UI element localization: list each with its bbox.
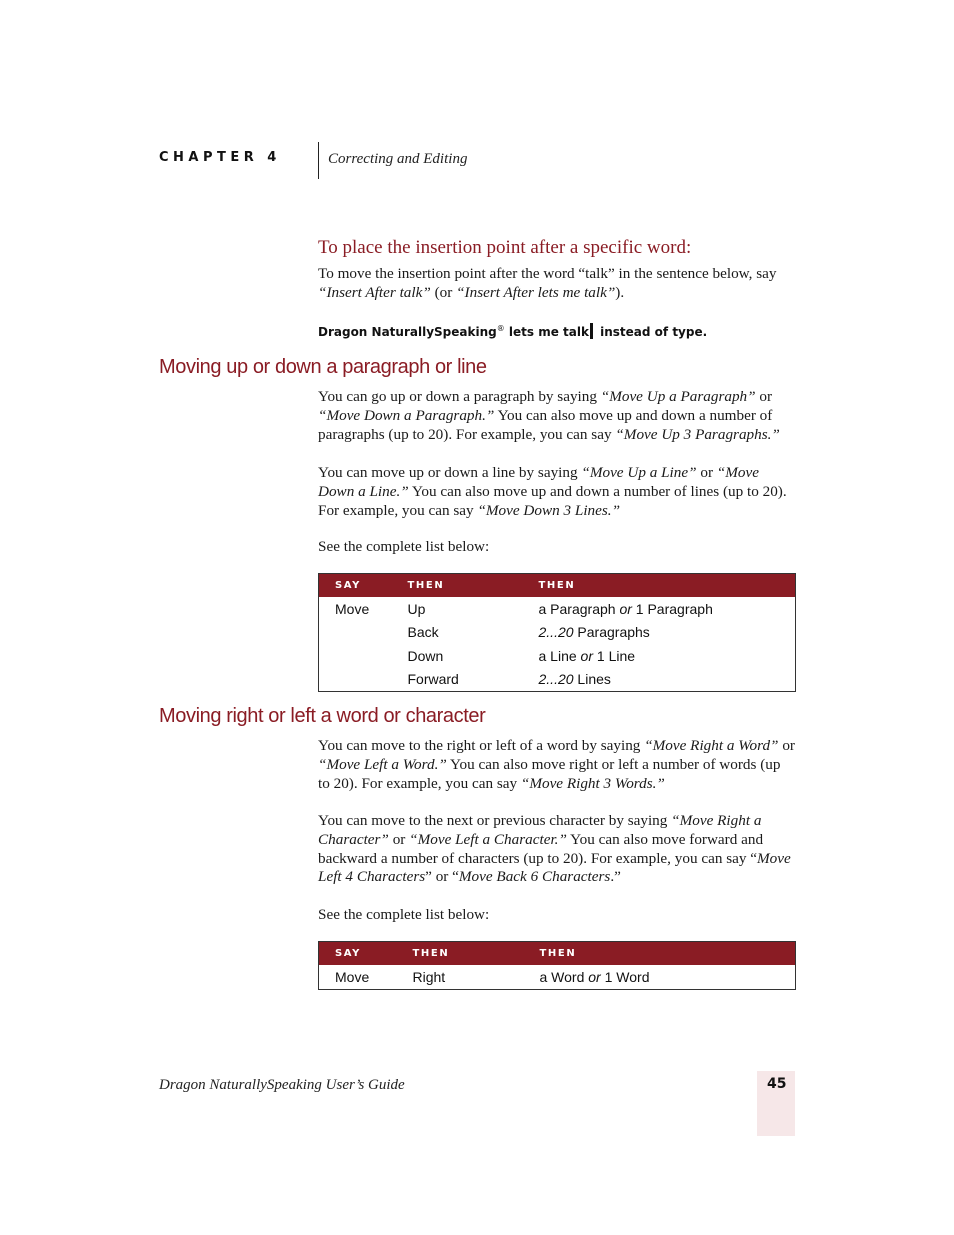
word-body-1: You can move to the right or left of a word by saying “Move Right a Word” or “Move Left a Word.” You can also move right or left a number of words (up to 20). For example, you can say “Move Right 3 Words.” [318,737,795,792]
col-header-then: THEN [413,942,540,966]
table-row: Forward 2...20 Lines [407,671,611,688]
col-header-say: SAY [319,574,408,598]
word-body-2: You can move to the next or previous character by saying “Move Right a Character” or “Move Left a Character.” You can also move forward and backward a number of characters (up to 20). For example, you can say “Move Left 4 Characters” or “Move Back 6 Characters.” [318,812,791,886]
see-list-1: See the complete list below: [318,538,490,555]
procedure-heading: To place the insertion point after a specific word: [318,237,692,258]
table-row: Down a Line or 1 Line [407,647,636,664]
col-header-then: THEN [408,574,539,598]
command-table-word [318,941,796,990]
page-number: 45 [767,1076,787,1092]
paragraph-body-2: You can move up or down a line by saying “Move Up a Line” or “Move Down a Line.” You can also move up and down a number of lines (up to 20). For example, you can say “Move Down 3 Lines.” [318,464,787,519]
table-row: Back 2...20 Paragraphs [407,624,650,641]
chapter-title: Correcting and Editing [328,151,468,167]
table-row: Move Up a Paragraph or 1 Paragraph [335,600,713,617]
procedure-text: To move the insertion point after the word “talk” in the sentence below, say “Insert After talk” (or “Insert After lets me talk”). [318,265,777,301]
section-heading-paragraph: Moving up or down a paragraph or line [159,356,487,378]
example-sentence: Dragon NaturallySpeaking® lets me talk instead of type. [318,324,708,339]
col-header-say: SAY [319,942,413,966]
table-row: Move Right a Word or 1 Word [335,968,650,985]
table-header-row [319,942,796,966]
table-header-row [319,574,796,598]
col-header-then: THEN [540,942,796,966]
insertion-cursor [590,323,593,339]
command-table-paragraph [318,573,796,692]
chapter-label: CHAPTER 4 [159,150,281,165]
col-header-then: THEN [539,574,796,598]
header-divider [318,142,319,179]
section-heading-word: Moving right or left a word or character [159,705,486,727]
paragraph-body-1: You can go up or down a paragraph by saying “Move Up a Paragraph” or “Move Down a Paragraph.” You can also move up and down a number of paragraphs (up to 20). For example, you can say “Move Up 3 Paragraphs.” [318,388,780,443]
footer-book-title: Dragon NaturallySpeaking User’s Guide [159,1077,405,1093]
see-list-2: See the complete list below: [318,906,490,923]
